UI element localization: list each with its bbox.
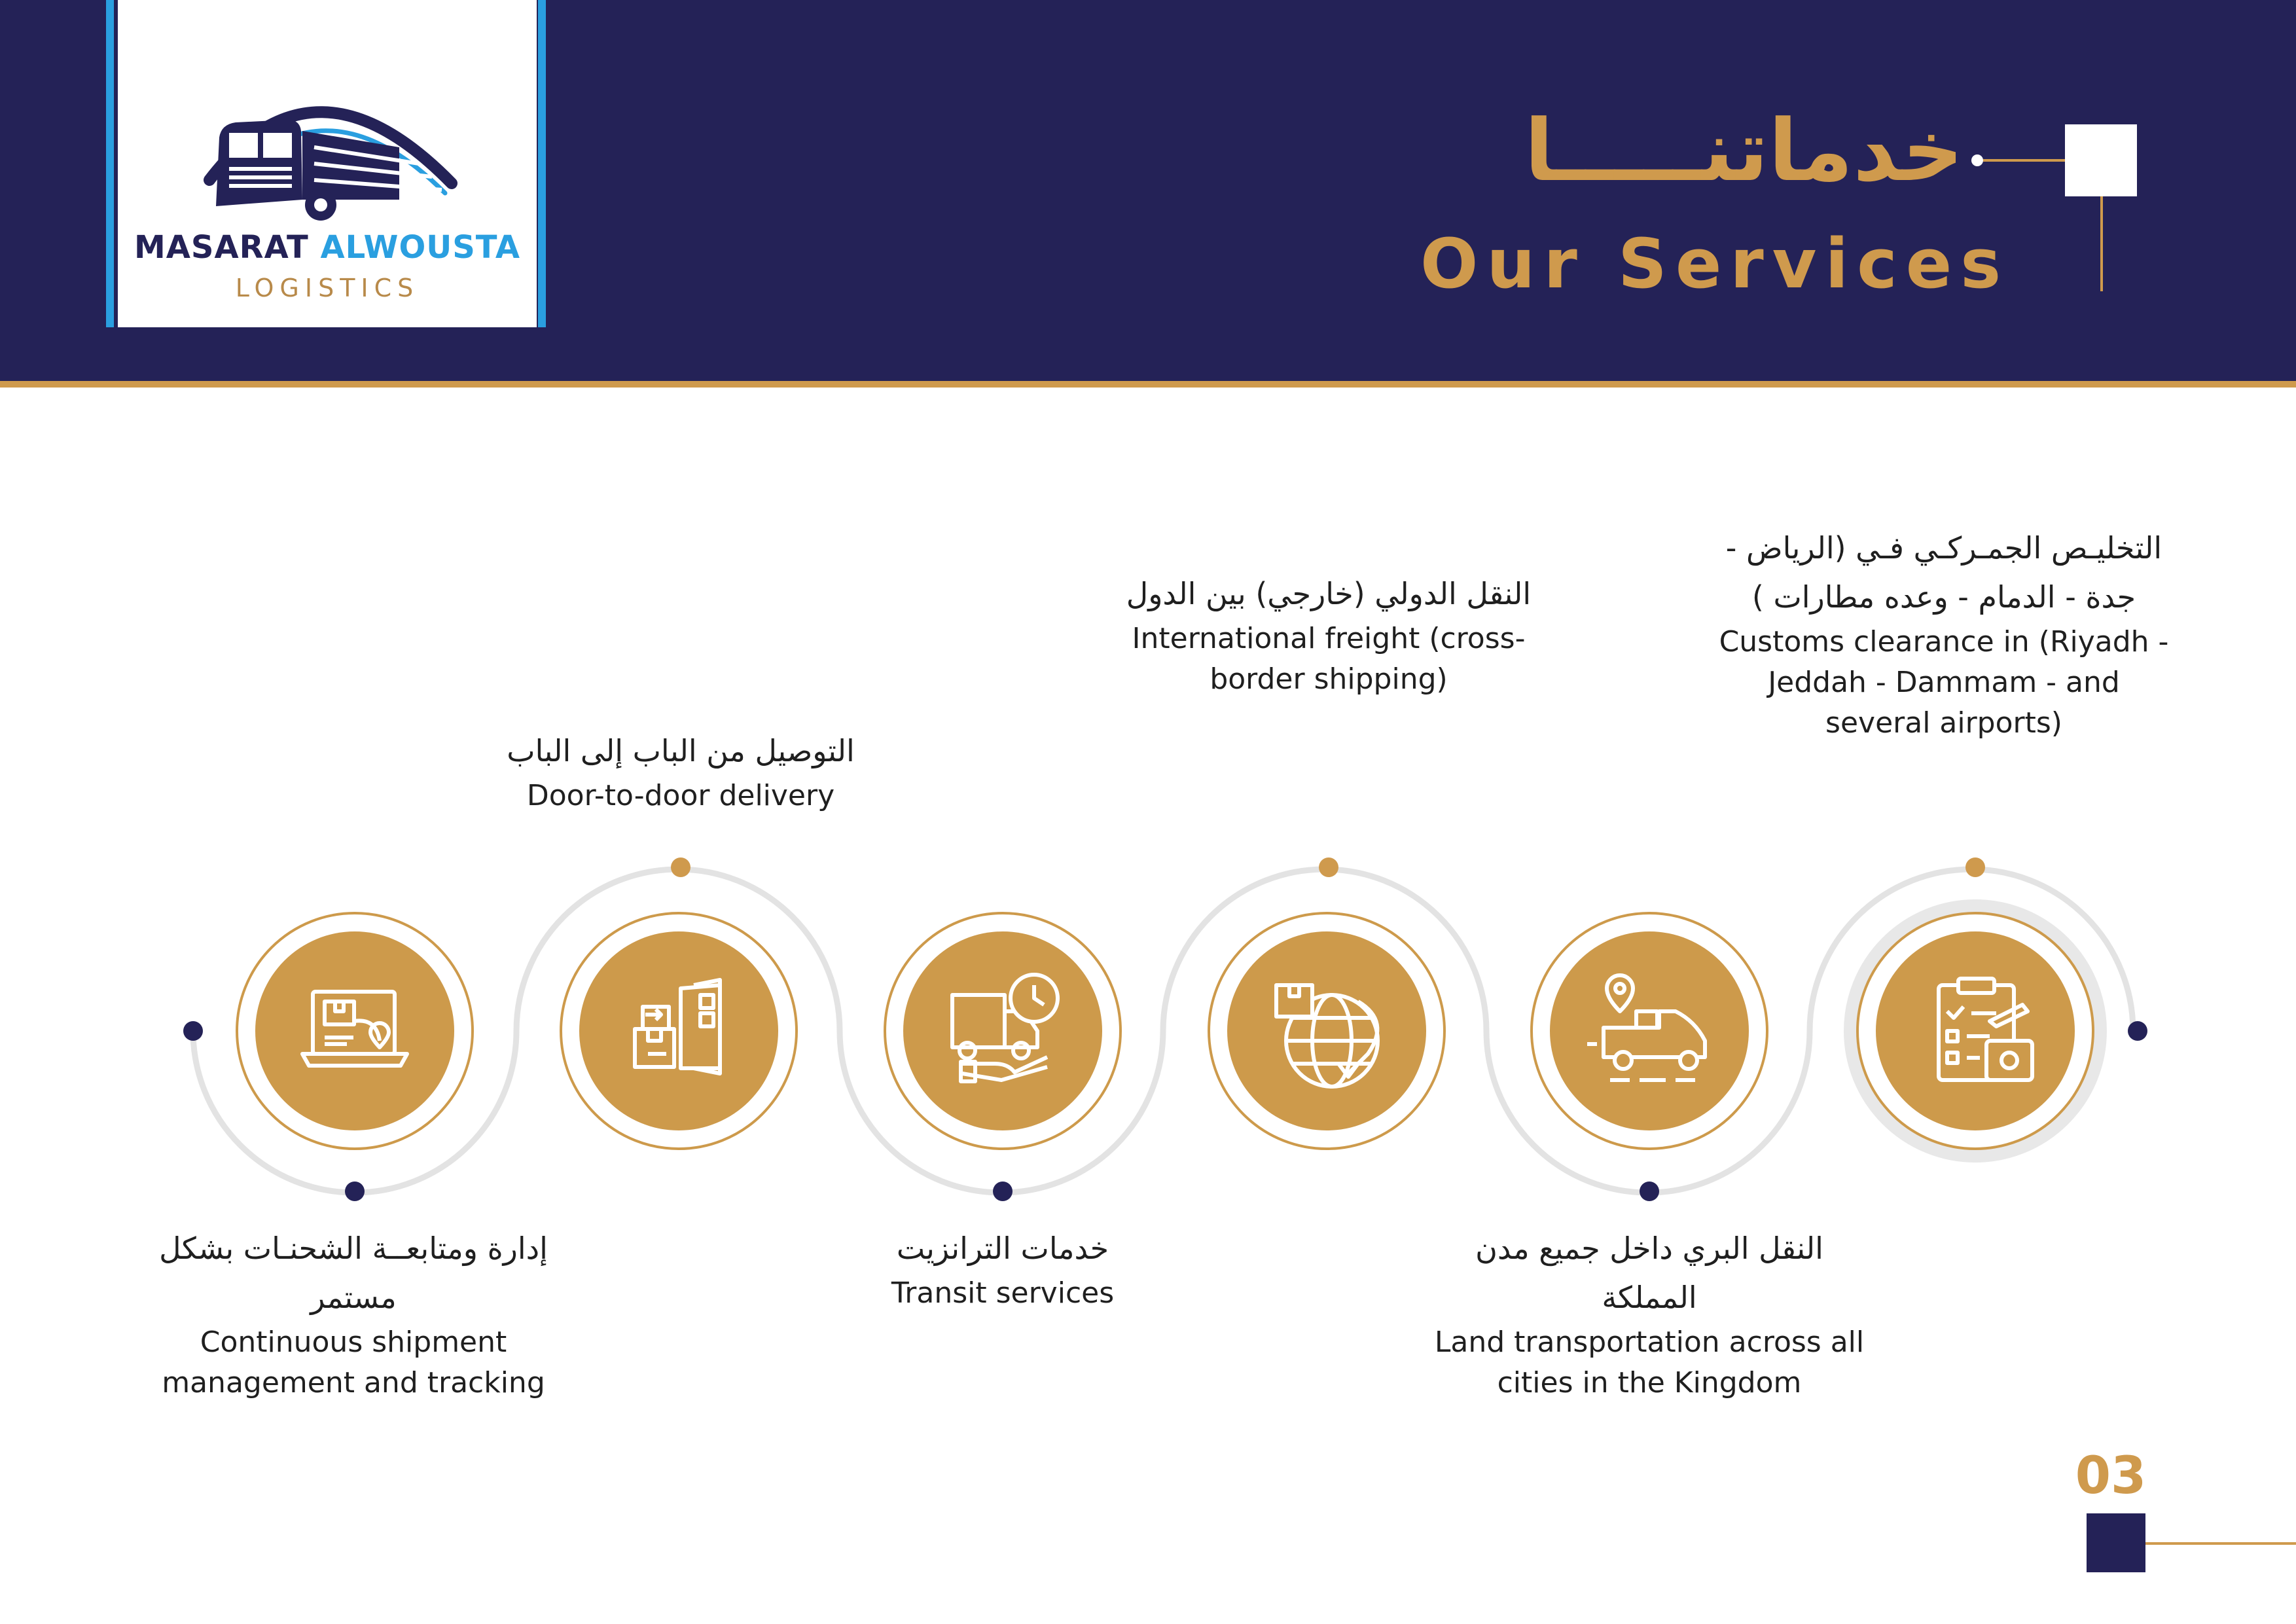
service-caption-1 [137, 1224, 569, 1403]
service-circle-2 [561, 913, 797, 1149]
timeline-end-dot [2128, 1021, 2147, 1041]
timeline-node-4 [1319, 857, 1338, 877]
timeline-wave [193, 869, 2133, 1193]
service-4-title-ar: النقل الدولي (خارجي) بين الدول [1126, 576, 1532, 611]
service-5-title-en: Land transportation across all cities in the Kingdom [1434, 1326, 1865, 1399]
timeline-node-2 [671, 857, 691, 877]
service-6-title-en: Customs clearance in (Riyadh - Jeddah - Dammam - and several airports) [1719, 625, 2169, 740]
service-3-title-en: Transit services [891, 1276, 1115, 1310]
page-title-arabic: خدماتنـــــا [1524, 101, 1964, 200]
timeline-node-3 [993, 1182, 1013, 1201]
timeline-node-6 [1965, 857, 1985, 877]
footer-line [2145, 1542, 2296, 1545]
service-3-title-ar: خدمات الترانزيت [896, 1231, 1109, 1266]
service-caption-6 [1715, 524, 2173, 744]
service-caption-5 [1427, 1224, 1872, 1403]
logo-name-part1: MASARAT [134, 229, 309, 266]
service-1-title-ar: إدارة ومتابعــة الشحنـات بشكل مستمر [159, 1231, 548, 1315]
service-4-title-en: International freight (cross-border shipping) [1132, 622, 1526, 696]
footer-square [2087, 1513, 2145, 1572]
timeline-start-dot [183, 1021, 203, 1041]
service-circle-3 [885, 913, 1121, 1149]
page-title-english: Our Services [1420, 224, 2010, 304]
timeline-node-5 [1640, 1182, 1659, 1201]
service-caption-2 [452, 727, 910, 816]
service-caption-3 [839, 1224, 1166, 1314]
page-number: 03 [2075, 1447, 2147, 1506]
service-5-title-ar: النقل البري داخل جميع مدن المملكة [1475, 1231, 1823, 1315]
service-2-title-en: Door-to-door delivery [526, 779, 835, 812]
service-1-title-en: Continuous shipment management and tracking [162, 1326, 545, 1399]
service-circle-1 [237, 913, 473, 1149]
logo-name-part2: ALWOUSTA [320, 229, 520, 266]
service-circle-4 [1209, 913, 1444, 1149]
service-2-title-ar: التوصيل من الباب إلى الباب [507, 733, 855, 768]
logo-subtitle: LOGISTICS [235, 274, 420, 302]
service-circle-5 [1532, 913, 1767, 1149]
timeline-node-1 [345, 1182, 365, 1201]
service-6-title-ar: التخليـص الجمـركـي فـي (الرياض - جدة - الدمام - وعده مطارات ) [1725, 530, 2162, 615]
service-circle-6 [1851, 907, 2100, 1155]
service-caption-4 [1126, 569, 1532, 700]
